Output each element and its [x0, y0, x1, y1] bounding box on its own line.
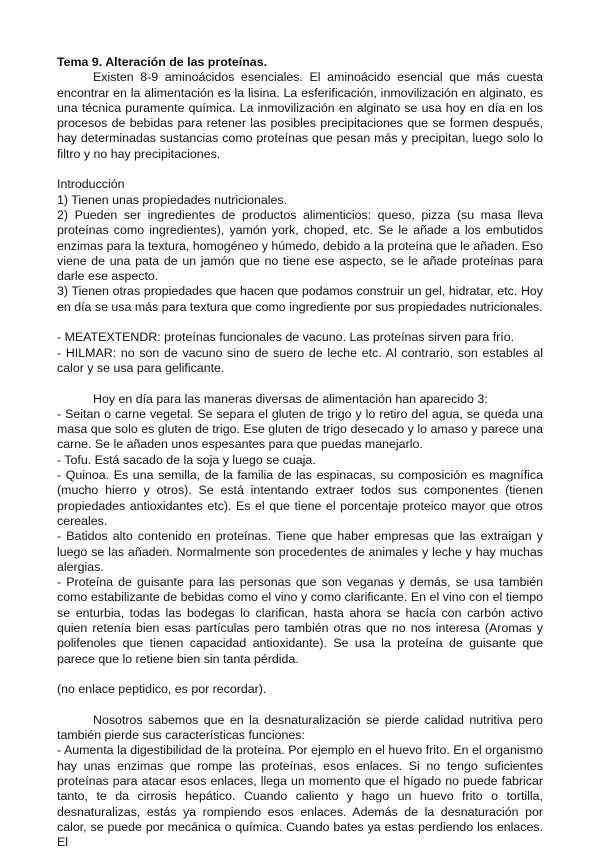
alternatives-intro: Hoy en día para las maneras diversas de alimentación han aparecido 3:: [93, 391, 488, 406]
numbered-item-2: 2) Pueden ser ingredientes de productos alimenticios: queso, pizza (su masa lleva proteínas como ingredientes), yamón york, choped, etc. Se le añade a los embutidos enzimas para la textura, homogéneo y húmedo, debido a la proteína que le añaden. Eso viene de una pata de un jamón que no tiene ese aspecto, se le añade proteínas para darle ese aspecto.: [57, 207, 543, 284]
alternative-item-seitan: - Seitan o carne vegetal. Se separa el gluten de trigo y lo retiro del agua, se queda una masa que solo es gluten de trigo. Ese gluten de trigo desecado y lo amaso y parece una carne. Se le añaden unos espesantes para que puedas manejarlo.: [57, 406, 543, 452]
alternative-item-quinoa: - Quinoa. Es una semilla, de la familia de las espinacas, su composición es magnífica (mucho hierro y otros). Se está intentando extraer todos sus componentes (tienen propiedades antioxidantes etc). Es el que tiene el porcentaje proteico mayor que otros cereales.: [57, 468, 543, 528]
alternative-item-tofu: - Tofu. Está sacado de la soja y luego se cuaja.: [57, 452, 316, 467]
alternative-item-guisante: - Proteína de guisante para las personas que son veganas y demás, se usa también como estabilizante de bebidas como el vino y como clarificante. En el vino con el tiempo se enturbia, todas las bodegas lo clarifican, hasta ahora se hacía con carbón activo quien retenía bien esas partículas pero también otras que no nos interesa (Aromas y polifenoles que tienen capacidad antioxidante). Se usa la proteína de guisante que parece que lo retiene bien sin tanta pérdida.: [57, 575, 543, 666]
denaturation-intro: Nosotros sabemos que en la desnaturalización se pierde calidad nutritiva pero también pierde sus características funciones:: [57, 712, 543, 743]
intro-paragraph: Existen 8-9 aminoácidos esenciales. El aminoácido esencial que más cuesta encontrar en la alimentación es la lisina. La esferificación, inmovilización en alginato, es una técnica puramente química. La inmovilización en alginato se usa hoy en día en los procesos de bebidas para retener las posibles precipitaciones que se formen después, hay determinadas sustancias como proteínas que pesan más y precipitan, luego solo lo filtro y no hay precipitaciones.: [57, 70, 543, 161]
product-item-hilmar: - HILMAR: no son de vacuno sino de suero de leche etc. Al contrario, son estables al calor y se usa para gelificante.: [57, 345, 543, 375]
spacer: [57, 315, 543, 330]
spacer: [57, 667, 543, 682]
numbered-item-3: 3) Tienen otras propiedades que hacen que podamos construir un gel, hidratar, etc. Hoy en día se usa más para textura que como ingrediente por sus propiedades nutricionales.: [57, 284, 543, 314]
spacer: [57, 376, 543, 391]
note: (no enlace peptidico, es por recordar).: [57, 682, 267, 697]
numbered-item-1: 1) Tienen unas propiedades nutricionales.: [57, 192, 288, 207]
spacer: [57, 162, 543, 177]
document-page: [57, 55, 543, 850]
document-title: Tema 9. Alteración de las proteínas.: [57, 55, 268, 69]
denaturation-item: - Aumenta la digestibilidad de la proteína. Por ejemplo en el huevo frito. En el organismo hay unas enzimas que rompe las proteínas, esos enlaces. Si no tengo suficientes proteínas para atacar esos enlaces, llega un momento que el hígado no puede fabricar tanto, te da cirrosis hepático. Cuando caliento y hago un huevo frito o tortilla, desnaturalizas, estás ya rompiendo esos enlaces. Además de la desnaturación por calor, se puede por mecánica o química. Cuando bates ya estas perdiendo los enlaces. El: [57, 743, 543, 850]
alternative-item-batidos: - Batidos alto contenido en proteínas. Tiene que haber empresas que las extraigan y luego se las añaden. Normalmente son procedentes de animales y leche y hay muchas alergias.: [57, 529, 543, 574]
spacer: [57, 697, 543, 712]
product-item-meatextendr: - MEATEXTENDR: proteínas funcionales de vacuno. Las proteínas sirven para frío.: [57, 330, 515, 345]
section-heading: Introducción: [57, 177, 125, 192]
